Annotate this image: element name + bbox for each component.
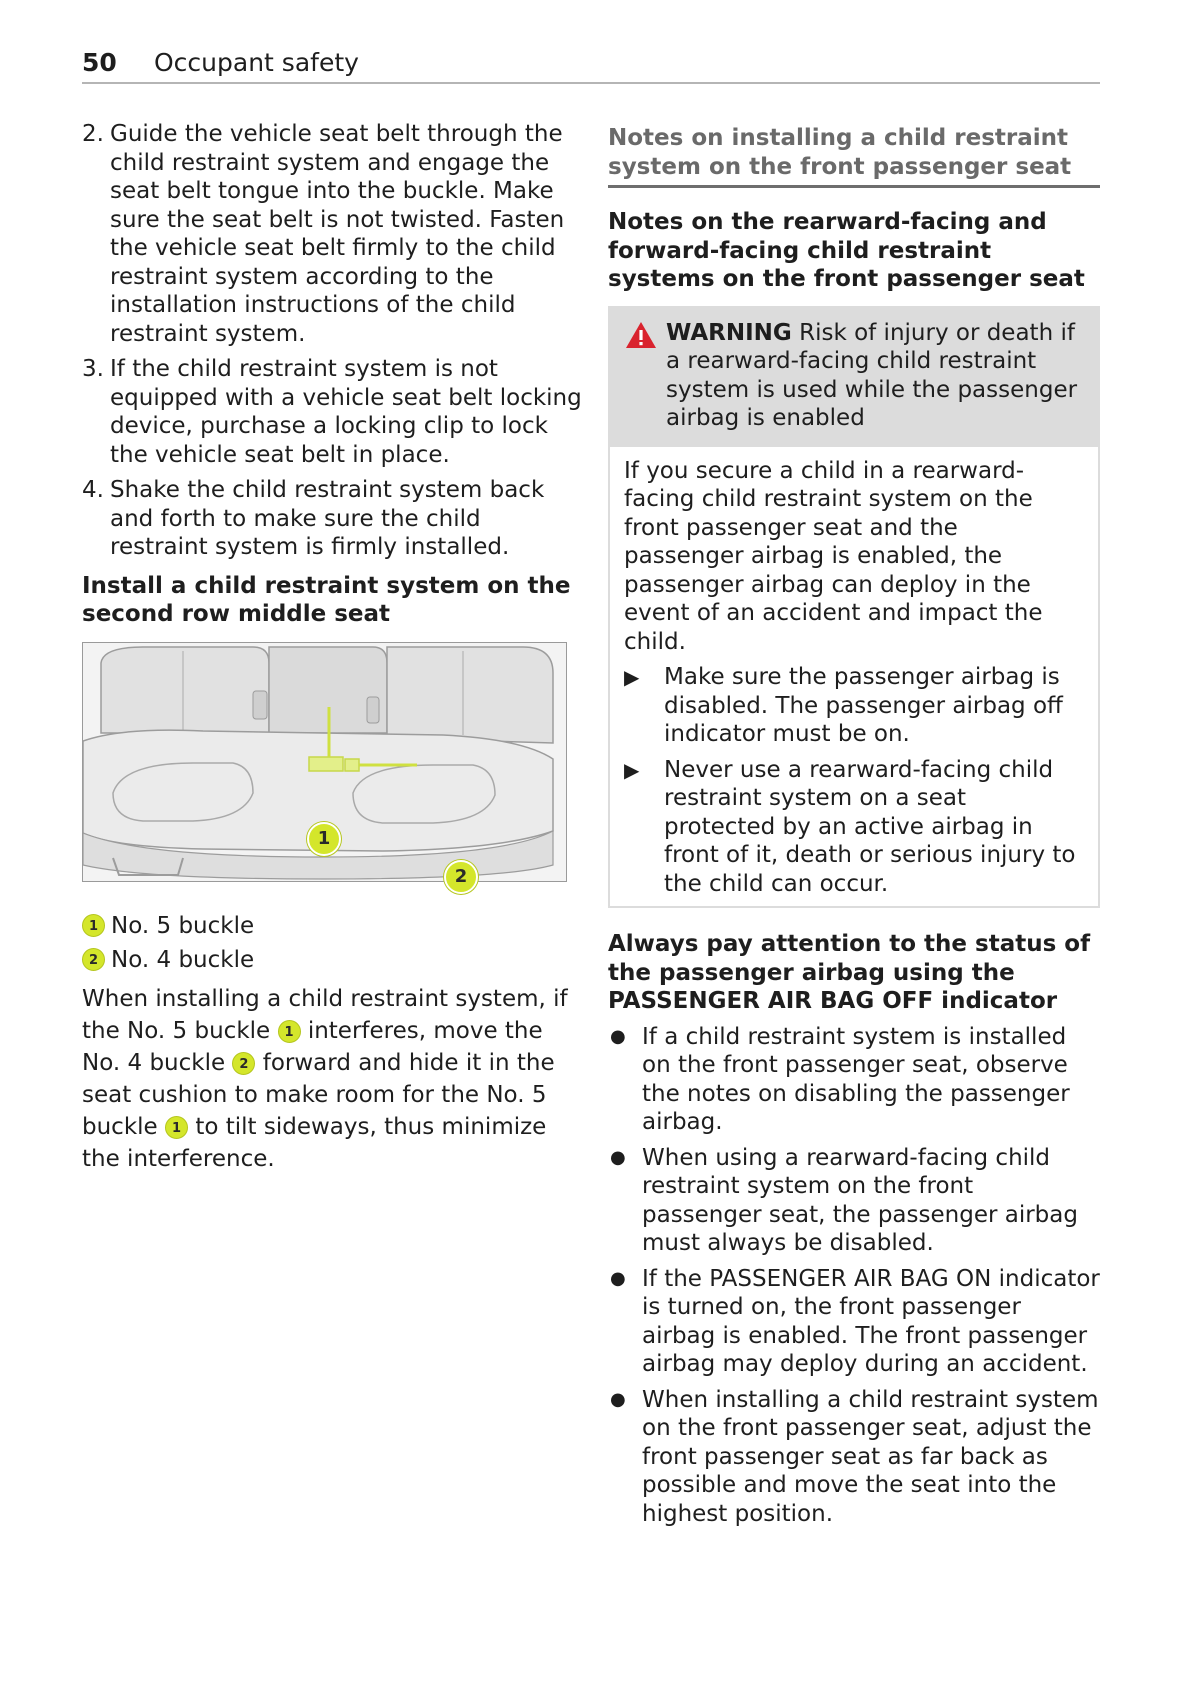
step-item xyxy=(82,355,582,469)
legend-item xyxy=(82,946,582,974)
legend-item xyxy=(82,912,582,940)
subheading: Notes on the rearward-facing and forward-facing child restraint systems on the front passenger seat xyxy=(608,209,1085,292)
warning-box xyxy=(608,306,1100,909)
step-text: If the child restraint system is not equipped with a vehicle seat belt locking device, purchase a locking clip to lock the vehicle seat belt in place. xyxy=(110,356,582,468)
interference-paragraph xyxy=(82,983,582,1175)
bullet-dot-icon: ● xyxy=(610,1267,626,1289)
para-text: When installing a child restraint system, if the No. 5 buckle xyxy=(82,985,568,1044)
step-item xyxy=(82,120,582,348)
step-text: Shake the child restraint system back and forth to make sure the child restraint system is firmly installed. xyxy=(110,477,545,560)
page-header xyxy=(82,44,1100,84)
callout-badge: 2 xyxy=(232,1052,255,1075)
action-text: Make sure the passenger airbag is disabled. The passenger airbag off indicator must be on. xyxy=(664,664,1063,747)
warning-action xyxy=(624,663,1084,749)
bullet-dot-icon: ● xyxy=(610,1388,626,1410)
list-item xyxy=(608,1386,1100,1529)
step-number: 4. xyxy=(82,477,104,503)
bullet-dot-icon: ● xyxy=(610,1025,626,1047)
callout-badge: 1 xyxy=(165,1116,188,1139)
bullet-dot-icon: ● xyxy=(610,1146,626,1168)
middle-seat-heading: Install a child restraint system on the second row middle seat xyxy=(82,572,571,627)
step-text: Guide the vehicle seat belt through the child restraint system and engage the seat belt tongue into the buckle. Make sure the seat belt is not twisted. Fasten the vehicle seat belt firmly to the child restraint system according to the installation instructions of the child restraint system. xyxy=(110,121,565,347)
callout-badge: 2 xyxy=(82,948,105,971)
warning-triangle-icon xyxy=(624,319,666,433)
list-item xyxy=(608,1144,1100,1258)
warning-label: WARNING xyxy=(666,319,792,346)
bullet-text: When installing a child restraint system on the front passenger seat, adjust the front passenger seat as far back as possible and move the seat into the highest position. xyxy=(642,1386,1099,1527)
step-number: 3. xyxy=(82,356,104,382)
warning-action xyxy=(624,756,1084,899)
section-title-header: Occupant safety xyxy=(154,48,359,77)
callout-badge: 1 xyxy=(82,914,105,937)
figure-callout-2: 2 xyxy=(444,860,478,894)
figure-callout-1: 1 xyxy=(307,822,341,856)
warning-title: Risk of injury or death if a rearward-facing child restraint system is used while the passenger airbag is enabled xyxy=(666,319,1078,431)
attention-heading: Always pay attention to the status of the passenger airbag using the PASSENGER AIR BAG OFF indicator xyxy=(608,931,1091,1014)
page-number: 50 xyxy=(82,48,117,77)
para-text: to tilt sideways, thus minimize the interference. xyxy=(82,1113,547,1172)
right-column xyxy=(608,124,1100,1528)
bullet-text: If the PASSENGER AIR BAG ON indicator is turned on, the front passenger airbag is enabled. The front passenger airbag may deploy during an accident. xyxy=(642,1265,1100,1377)
list-item xyxy=(608,1265,1100,1379)
action-text: Never use a rearward-facing child restraint system on a seat protected by an active airbag in front of it, death or serious injury to the child can occur. xyxy=(664,756,1076,897)
list-item xyxy=(608,1023,1100,1137)
legend-label: No. 5 buckle xyxy=(111,912,255,939)
warning-header xyxy=(610,308,1098,447)
warning-heading-text xyxy=(666,319,1084,433)
arrow-right-icon: ▶ xyxy=(624,665,640,689)
left-column xyxy=(82,120,582,1175)
para-text: interferes, move the No. 4 buckle xyxy=(82,1017,543,1076)
warning-text: If you secure a child in a rearward-facing child restraint system on the front passenger seat and the passenger airbag is enabled, the passenger airbag can deploy in the event of an accident and impact the child. xyxy=(624,457,1043,655)
steps-list xyxy=(82,120,582,562)
bullet-text: If a child restraint system is installed on the front passenger seat, observe the notes on disabling the passenger airbag. xyxy=(642,1023,1070,1135)
step-number: 2. xyxy=(82,121,104,147)
para-text: forward and hide it in the seat cushion to make room for the No. 5 buckle xyxy=(82,1049,555,1140)
section-heading: Notes on installing a child restraint system on the front passenger seat xyxy=(608,124,1100,188)
step-item xyxy=(82,476,582,562)
bullet-list xyxy=(608,1023,1100,1529)
legend-label: No. 4 buckle xyxy=(111,946,255,973)
bullet-text: When using a rearward-facing child restraint system on the front passenger seat, the passenger airbag must always be disabled. xyxy=(642,1144,1078,1256)
callout-badge: 1 xyxy=(278,1020,301,1043)
arrow-right-icon: ▶ xyxy=(624,757,640,782)
warning-body xyxy=(610,447,1098,907)
